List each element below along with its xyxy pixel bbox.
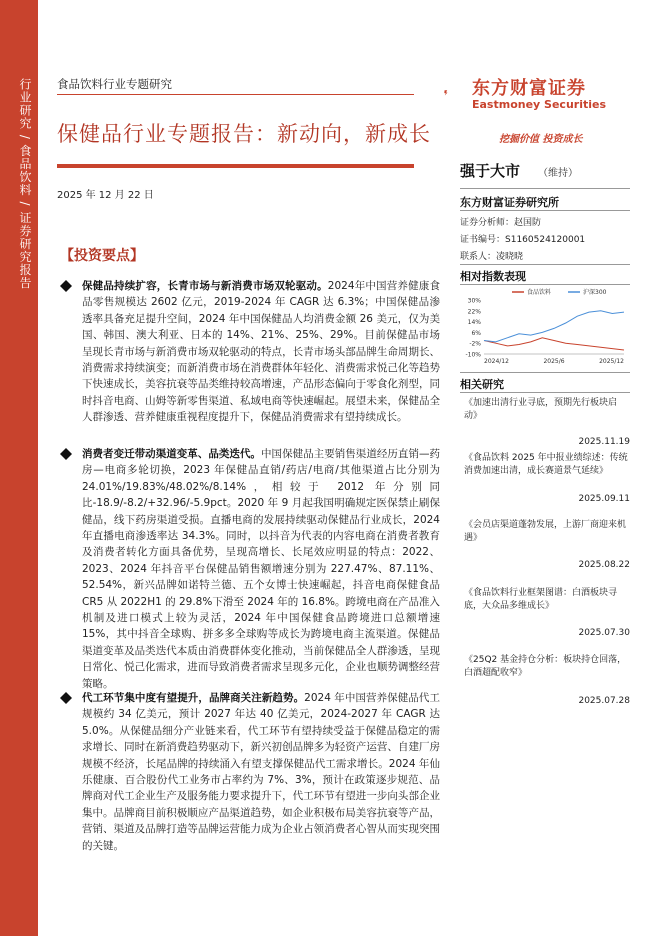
key-point-1 [60, 278, 440, 426]
divider [460, 188, 630, 189]
rating-label: 强于大市 [460, 162, 521, 180]
title-underline-bar [57, 164, 414, 168]
related-item-title[interactable]: 《会员店渠道蓬勃发展，上游厂商迎来机遇》 [464, 520, 627, 543]
related-item-title[interactable]: 《食品饮料 2025 年中报业绩综述：传统消费加速出清，成长赛道景气延续》 [464, 453, 628, 476]
diamond-bullet-icon [60, 692, 72, 704]
brand-name-en: Eastmoney Securities [472, 98, 607, 111]
report-type-sidebar [0, 0, 38, 936]
report-date: 2025 年 12 月 22 日 [57, 190, 154, 201]
license-number: 证书编号：S1160524120001 [460, 235, 586, 245]
related-item-date: 2025.11.19 [578, 437, 630, 447]
key-point-2 [60, 446, 440, 692]
page-title: 保健品行业专题报告：新动向，新成长 [57, 122, 431, 146]
y-tick-label: 6% [471, 329, 481, 337]
divider [460, 284, 630, 285]
key-point-text: 2024 年中国营养保健品代工规模约 34 亿美元，预计 2027 年达 40 亿美元，2024-2027 年 CAGR 达 5.0%。从保健品细分产业链来看，代工环节有望持续受益于保健品稳定的需求增长、同时在新消费趋势驱动下，新兴初创品牌多为轻资产运营、自建厂房规模不经济，长尾品牌的持续涌入有望支撑保健品代工需求增长。2024 年仙乐健康、百合股份代工业务市占率约为 7%、3%，预计在政策逐步规范、品牌商对代工企业生产及服务能力要求提升下，代工环节有望进一步向头部企业集中。品牌商目前积极顺应产品渠道趋势，如企业积极布局美容抗衰等产品，营销、渠道及品牌打造等品牌运营能力成为企业占领消费者心智从而实现突围的关键。 [82, 692, 441, 852]
divider [57, 94, 414, 95]
relative-index-chart [460, 286, 630, 370]
brand-name-cn: 东方财富证券 [472, 78, 586, 99]
y-tick-label: 14% [467, 319, 481, 327]
diamond-bullet-icon [60, 448, 72, 460]
key-point-3 [60, 690, 440, 854]
related-item-date: 2025.07.28 [578, 696, 630, 706]
x-tick-label: 2024/12 [484, 358, 509, 365]
x-tick-label: 2025/6 [543, 358, 565, 365]
sidebar-text: 行业研究 / 食品饮料 / 证券研究报告 [18, 78, 32, 290]
rating-sub: （维持） [538, 168, 578, 179]
contact-name: 联系人：凌晓晓 [460, 252, 524, 262]
brand-logo-icon [444, 74, 470, 114]
report-category: 食品饮料行业专题研究 [57, 77, 172, 91]
y-tick-label: -10% [465, 351, 481, 359]
related-item-title[interactable]: 《食品饮料行业框架图谱：白酒板块寻底，大众品多维成长》 [464, 588, 618, 611]
key-point-text: 2024年中国营养健康食品零售规模达 2602 亿元，2019-2024 年 CAGR 达 6.3%；中国保健品渗透率具备充足提升空间，2024 年中国保健品人均消费金额 26 美元，仅为美国、韩国、澳大利亚、日本的 14%、21%、25%、29%。目前保健品市场呈现长青市场与新消费市场双轮驱动的特点，长青市场头部品牌生命周期长、消费需求持续演变；而新消费市场在消费群体年轻化、消费需求悦己化等趋势下快速成长，美容抗衰等品类维持较高增速，产品形态偏向于零食化剂型，同时抖音电商、山姆等新零售渠道、私域电商等快速崛起。展望未来，保健品全人群渗透、营养健康重视程度提升下，保健品消费需求有望持续成长。 [82, 280, 440, 424]
divider [460, 210, 630, 211]
y-tick-label: 22% [467, 308, 481, 316]
series-line [484, 311, 624, 342]
divider [460, 372, 630, 373]
key-point-text: 中国保健品主要销售渠道经历直销—药房—电商多轮切换，2023 年保健品直销/药店/电商/其他渠道占比分别为 24.01%/19.83%/48.02%/8.14%，相较于 2012 年分别同比-18.9/-8.2/+32.96/-5.9pct。2020 年 9 月起我国明确规定医保禁止刷保健品，线下药房渠道受损。直播电商的发展持续驱动保健品行业成长，2024 年直播电商渗透率达 34.3%。同时，以抖音为代表的内容电商在消费者教育及消费者转化方面具备优势，呈现高增长、长尾效应明显的特点：2022、2023、2024 年抖音平台保健品销售额增速分别为 227.47%、87.11%、52.54%，新兴品牌如诺特兰德、五个女博士快速崛起，抖音电商保健食品 CR5 从 2022H1 的 29.8%下滑至 2024 年的 16.8%。跨境电商在产品准入机制及进口模式上较为灵活，2024 年中国保健食品跨境进口总额增速 15%，其中抖音全球购、拼多多全球购等成长为跨境电商主流渠道。保健品渠道变革及品类迭代本质由消费群体变化推动，当前保健品全人群渗透，呈现日常化、悦己化需求，进而导致消费者需求呈现多元化，企业也顺势调整经营策略。 [82, 448, 440, 690]
related-research-title: 相关研究 [460, 378, 504, 391]
series-line [484, 338, 624, 350]
key-point-lead: 代工环节集中度有望提升，品牌商关注新趋势。 [82, 692, 305, 704]
related-item-date: 2025.08.22 [578, 560, 630, 570]
y-tick-label: 30% [467, 297, 481, 305]
key-point-lead: 保健品持续扩容，长青市场与新消费市场双轮驱动。 [82, 280, 328, 292]
related-item-date: 2025.09.11 [578, 494, 630, 504]
y-tick-label: -2% [469, 340, 481, 348]
diamond-bullet-icon [60, 280, 72, 292]
brand-slogan: 挖掘价值 投资成长 [499, 134, 583, 145]
related-item-title[interactable]: 《25Q2 基金持仓分析：板块持仓回落，白酒超配收窄》 [464, 655, 627, 678]
legend-label: 沪深300 [583, 289, 607, 296]
divider [460, 392, 630, 393]
x-tick-label: 2025/12 [599, 358, 624, 365]
divider [460, 264, 630, 265]
related-item-date: 2025.07.30 [578, 628, 630, 638]
institute-name: 东方财富证券研究所 [460, 196, 559, 209]
key-points-heading: 【投资要点】 [60, 248, 144, 264]
legend-label: 食品饮料 [527, 289, 552, 296]
chart-section-title: 相对指数表现 [460, 270, 526, 283]
analyst-name: 证券分析师：赵国防 [460, 218, 542, 228]
related-item-title[interactable]: 《加速出清行业寻底，预期先行板块启动》 [464, 398, 618, 421]
key-point-lead: 消费者变迁带动渠道变革、品类迭代。 [82, 448, 262, 460]
